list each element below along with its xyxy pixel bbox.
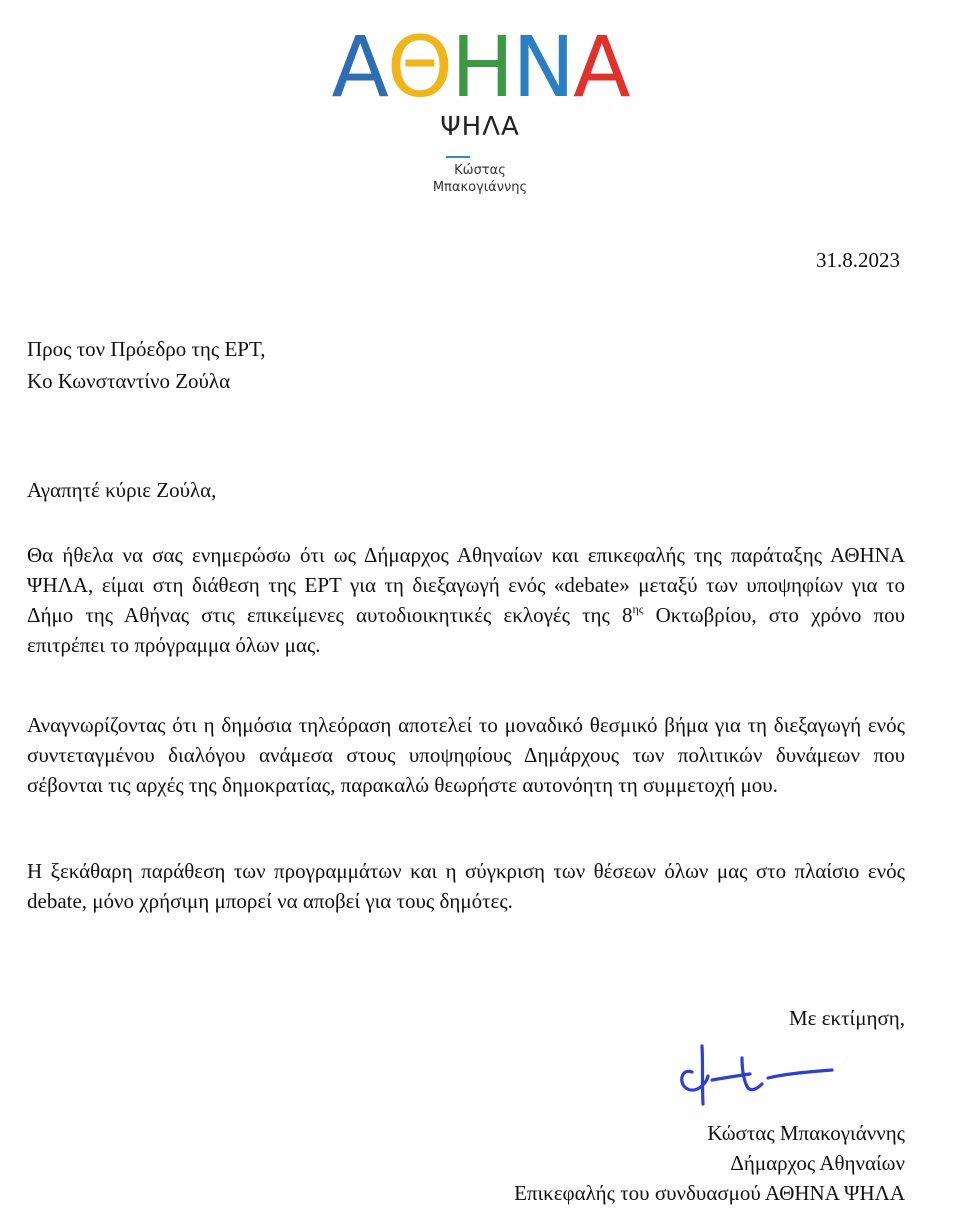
paragraph-2: Αναγνωρίζοντας ότι η δημόσια τηλεόραση αποτελεί το μοναδικό θεσμικό βήμα για τη διεξαγωγή ενός συντεταγμένου διαλόγου ανάμεσα στους υποψηφίους Δημάρχους των πολιτικών δυνάμεων που σέβονται τις αρχές της δημοκρατίας, παρακαλώ θεωρήστε αυτονόητη τη συμμετοχή μου.: [27, 713, 905, 797]
closing-phrase: Με εκτίμηση,: [788, 1006, 905, 1030]
logo-divider: [446, 156, 470, 158]
logo-name: [0, 162, 960, 196]
logo-name-line1: Κώστας: [454, 163, 506, 178]
signatory-name: Κώστας Μπακογιάννης: [707, 1121, 905, 1145]
signatory-block: [514, 1118, 905, 1208]
recipient-block: [27, 333, 266, 397]
recipient-line1: Προς τον Πρόεδρο της ΕΡΤ,: [27, 337, 266, 361]
logo-wordmark: [0, 18, 960, 116]
logo-letter-2: Θ: [386, 18, 452, 116]
signatory-title: Δήμαρχος Αθηναίων: [730, 1151, 905, 1175]
paragraph-1: [27, 540, 905, 660]
logo-subtitle: ΨΗΛΑ: [440, 112, 520, 142]
paragraph-1-text: Θα ήθελα να σας ενημερώσω ότι ως Δήμαρχος Αθηναίων και επικεφαλής της παράταξης ΑΘΗΝΑ ΨΗΛΑ, είμαι στη διάθεση της ΕΡΤ για τη διεξαγωγή ενός «debate» μεταξύ των υποψηφίων για το Δήμο της Αθήνας στις επικείμενες αυτοδιοικητικές εκλογές της 8: [27, 543, 905, 627]
recipient-line2: Κο Κωνσταντίνο Ζούλα: [27, 369, 231, 393]
letterhead: [0, 0, 960, 210]
paragraph-1-text-end: Οκτωβρίου, στο χρόνο που επιτρέπει το πρόγραμμα όλων μας.: [27, 603, 905, 657]
letter-date: 31.8.2023: [816, 248, 900, 272]
logo-name-line2: Μπακογιάννης: [432, 180, 528, 195]
ordinal-superscript: ης: [632, 602, 644, 616]
signatory-role: Επικεφαλής του συνδυασμού ΑΘΗΝΑ ΨΗΛΑ: [514, 1181, 905, 1205]
salutation: Αγαπητέ κύριε Ζούλα,: [27, 478, 217, 502]
handwritten-signature: [672, 1038, 862, 1108]
paragraph-3: Η ξεκάθαρη παράθεση των προγραμμάτων και η σύγκριση των θέσεων όλων μας στο πλαίσιο ενός debate, μόνο χρήσιμη μπορεί να αποβεί για τους δημότες.: [27, 859, 905, 913]
logo-letter-5: Α: [573, 18, 629, 116]
logo-letter-1: Α: [331, 18, 387, 116]
logo-letter-3: Η: [451, 18, 513, 116]
logo-letter-4: Ν: [512, 18, 574, 116]
